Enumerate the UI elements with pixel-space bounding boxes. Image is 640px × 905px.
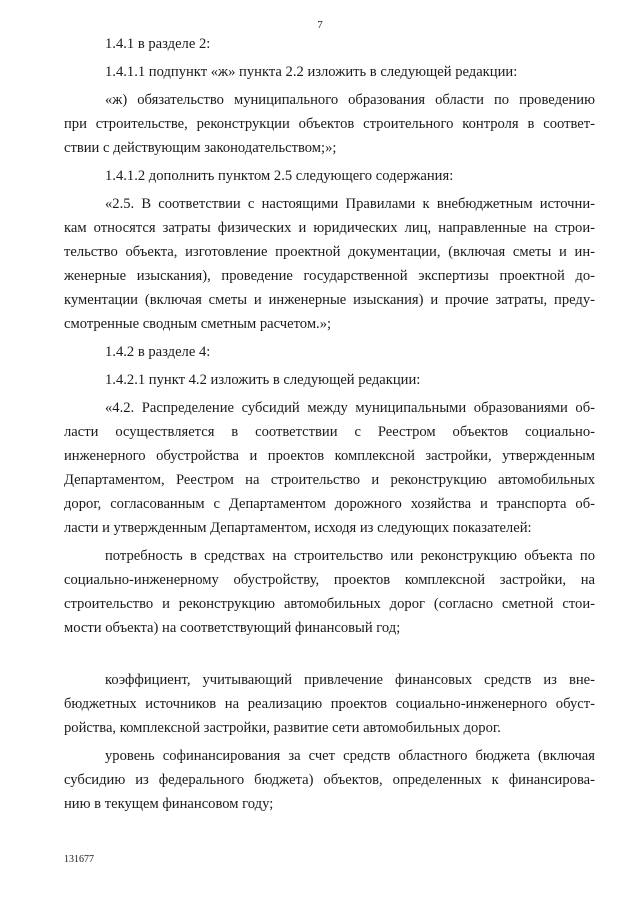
text-line: «ж) обязательство муниципального образования области по проведению (105, 92, 595, 108)
text-line: кументации (включая сметы и инженерные изыскания) и прочие затраты, преду- (64, 292, 595, 308)
text-line: мости объекта) на соответствующий финансовый год; (64, 620, 401, 636)
text-line: ствии с действующим законодательством;»; (64, 140, 337, 156)
document-code: 131677 (64, 854, 94, 865)
text-line: ройства, комплексной застройки, развитие сети автомобильных дорог. (64, 720, 501, 736)
text-line: Департаментом, Реестром на строительство и реконструкцию автомобильных (64, 472, 595, 488)
text-line: дорог, согласованным с Департаментом дорожного хозяйства и транспорта об- (64, 496, 595, 512)
clause-1-4-2: 1.4.2 в разделе 4: (105, 344, 211, 360)
text-line: социально-инженерному обустройству, проектов комплексной застройки, на (64, 572, 595, 588)
text-line: коэффициент, учитывающий привлечение финансовых средств из вне- (105, 672, 595, 688)
text-line: бюджетных источников на реализацию проектов социально-инженерного обуст- (64, 696, 595, 712)
text-line: кам относятся затраты физических и юридических лиц, направленные на строи- (64, 220, 595, 236)
clause-1-4-2-1: 1.4.2.1 пункт 4.2 изложить в следующей редакции: (105, 372, 421, 388)
page-number: 7 (317, 19, 323, 31)
text-line: «4.2. Распределение субсидий между муниципальными образованиями об- (105, 400, 595, 416)
text-line: субсидию из федерального бюджета) объектов, определенных к финансирова- (64, 772, 595, 788)
text-line: смотренные сводным сметным расчетом.»; (64, 316, 332, 332)
text-line: строительство и реконструкцию автомобильных дорог (согласно сметной стои- (64, 596, 595, 612)
text-line: нию в текущем финансовом году; (64, 796, 274, 812)
text-line: при строительстве, реконструкции объектов строительного контроля в соответ- (64, 116, 595, 132)
text-line: «2.5. В соответствии с настоящими Правилами к внебюджетным источни- (105, 196, 595, 212)
text-line: уровень софинансирования за счет средств областного бюджета (включая (105, 748, 595, 764)
text-line: инженерного обустройства и проектов комплексной застройки, утвержденным (64, 448, 595, 464)
clause-1-4-1-2: 1.4.1.2 дополнить пунктом 2.5 следующего содержания: (105, 168, 454, 184)
text-line: ласти осуществляется в соответствии с Реестром объектов социально- (64, 424, 595, 440)
clause-1-4-1-1: 1.4.1.1 подпункт «ж» пункта 2.2 изложить в следующей редакции: (105, 64, 518, 80)
text-line: тельство объекта, изготовление проектной документации, (включая сметы и ин- (64, 244, 595, 260)
text-line: ласти и утвержденным Департаментом, исходя из следующих показателей: (64, 520, 532, 536)
clause-1-4-1: 1.4.1 в разделе 2: (105, 36, 211, 52)
text-line: потребность в средствах на строительство или реконструкцию объекта по (105, 548, 595, 564)
text-line: женерные изыскания), проведение государственной экспертизы проектной до- (64, 268, 595, 284)
